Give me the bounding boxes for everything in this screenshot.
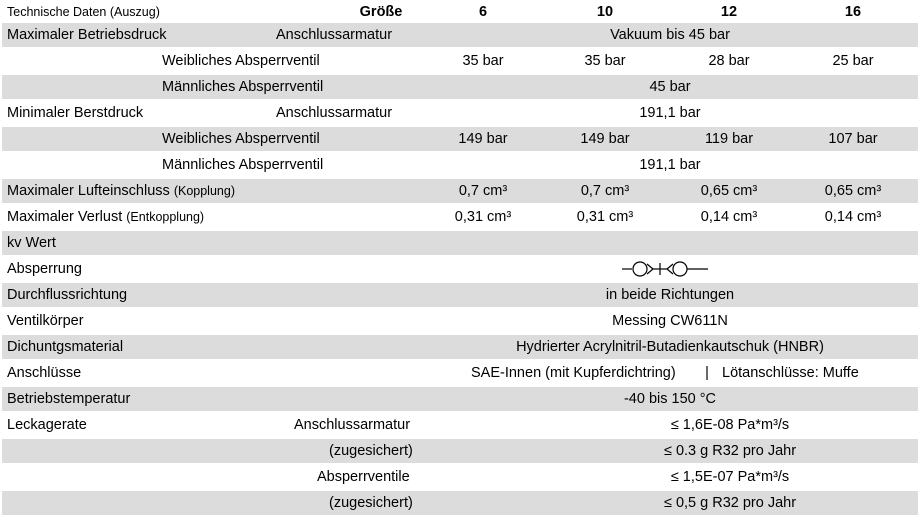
- table-row: [2, 75, 918, 99]
- row-label: Minimaler Berstdruck: [7, 105, 144, 121]
- sub-label: (zugesichert): [329, 443, 413, 459]
- cell-value: 119 bar: [704, 131, 754, 147]
- cell-value: 0,65 cm³: [824, 183, 882, 199]
- table-row: [2, 361, 918, 385]
- row-label-note: (Entkopplung): [126, 210, 205, 224]
- cell-value: 0,31 cm³: [454, 209, 512, 225]
- size-col-6: 6: [478, 4, 488, 20]
- cell-value: 0,7 cm³: [458, 183, 508, 199]
- table-row: [2, 205, 918, 229]
- cell-value: 107 bar: [828, 131, 878, 147]
- cell-value: 25 bar: [832, 53, 874, 69]
- cell-value: 28 bar: [708, 53, 750, 69]
- row-label: [7, 205, 204, 229]
- table-row: [2, 335, 918, 359]
- row-label: Ventilkörper: [7, 313, 84, 329]
- merged-value: ≤ 0,5 g R32 pro Jahr: [663, 495, 797, 511]
- connection-separator: |: [705, 365, 709, 381]
- connection-sae: SAE-Innen (mit Kupferdichtring): [471, 365, 676, 381]
- merged-value: in beide Richtungen: [605, 287, 735, 303]
- merged-value: Hydrierter Acrylnitril-Butadienkautschuk (HNBR): [516, 339, 824, 355]
- table-row: [2, 387, 918, 411]
- cell-value: 0,14 cm³: [824, 209, 882, 225]
- row-label: Absperrung: [7, 261, 82, 277]
- table-row: [2, 127, 918, 151]
- row-label: Dichuntgsmaterial: [7, 339, 124, 355]
- cell-value: 149 bar: [458, 131, 508, 147]
- merged-value: -40 bis 150 °C: [623, 391, 717, 407]
- sub-label: Absperrventile: [317, 469, 410, 485]
- table-title: Technische Daten (Auszug): [7, 5, 160, 19]
- cell-value: 0,7 cm³: [580, 183, 630, 199]
- cell-value: 149 bar: [580, 131, 630, 147]
- cell-value: 35 bar: [462, 53, 504, 69]
- cell-value: 0,31 cm³: [576, 209, 634, 225]
- sub-label: Weibliches Absperrventil: [162, 131, 320, 147]
- row-label-text: Maximaler Lufteinschluss: [7, 183, 170, 199]
- table-row: [2, 465, 918, 489]
- merged-value: ≤ 1,5E-07 Pa*m³/s: [670, 469, 790, 485]
- table-row: [2, 153, 918, 177]
- table-row: [2, 413, 918, 437]
- table-row: [2, 309, 918, 333]
- sub-label: (zugesichert): [329, 495, 413, 511]
- row-label: Betriebstemperatur: [7, 391, 131, 407]
- table-row: [2, 101, 918, 125]
- sub-label: Anschlussarmatur: [276, 105, 393, 121]
- row-label-text: Maximaler Verlust: [7, 209, 123, 225]
- merged-value: ≤ 0.3 g R32 pro Jahr: [663, 443, 797, 459]
- sub-label: Männliches Absperrventil: [162, 157, 324, 173]
- table-row: [2, 257, 918, 281]
- row-label: Durchflussrichtung: [7, 287, 128, 303]
- table-row: [2, 283, 918, 307]
- table-row: [2, 439, 918, 463]
- table-row: [2, 231, 918, 255]
- merged-value: Vakuum bis 45 bar: [610, 27, 730, 43]
- table-row: [2, 491, 918, 515]
- cell-value: 0,14 cm³: [700, 209, 758, 225]
- table-header-row: [2, 0, 918, 24]
- row-label: Leckagerate: [7, 417, 87, 433]
- row-label: Maximaler Betriebsdruck: [7, 27, 167, 43]
- table-row: [2, 179, 918, 203]
- coupling-valve-symbol-icon: [622, 260, 710, 278]
- sub-label: Anschlussarmatur: [294, 417, 411, 433]
- table-row: [2, 49, 918, 73]
- table-row: [2, 23, 918, 47]
- row-label: [7, 179, 235, 203]
- merged-value: ≤ 1,6E-08 Pa*m³/s: [670, 417, 790, 433]
- row-label-note: (Kopplung): [173, 184, 235, 198]
- size-col-12: 12: [720, 4, 738, 20]
- row-label: Anschlüsse: [7, 365, 82, 381]
- sub-label: Männliches Absperrventil: [162, 79, 324, 95]
- merged-value: 191,1 bar: [639, 105, 701, 121]
- sub-label: Weibliches Absperrventil: [162, 53, 320, 69]
- merged-value: Messing CW611N: [612, 313, 728, 329]
- connection-solder: Lötanschlüsse: Muffe: [722, 365, 859, 381]
- cell-value: 0,65 cm³: [700, 183, 758, 199]
- cell-value: 35 bar: [584, 53, 626, 69]
- merged-value: 45 bar: [649, 79, 691, 95]
- sub-label: Anschlussarmatur: [276, 27, 393, 43]
- merged-value: 191,1 bar: [639, 157, 701, 173]
- size-col-10: 10: [596, 4, 614, 20]
- size-col-16: 16: [844, 4, 862, 20]
- row-label: kv Wert: [7, 235, 56, 251]
- size-header: Größe: [359, 4, 403, 20]
